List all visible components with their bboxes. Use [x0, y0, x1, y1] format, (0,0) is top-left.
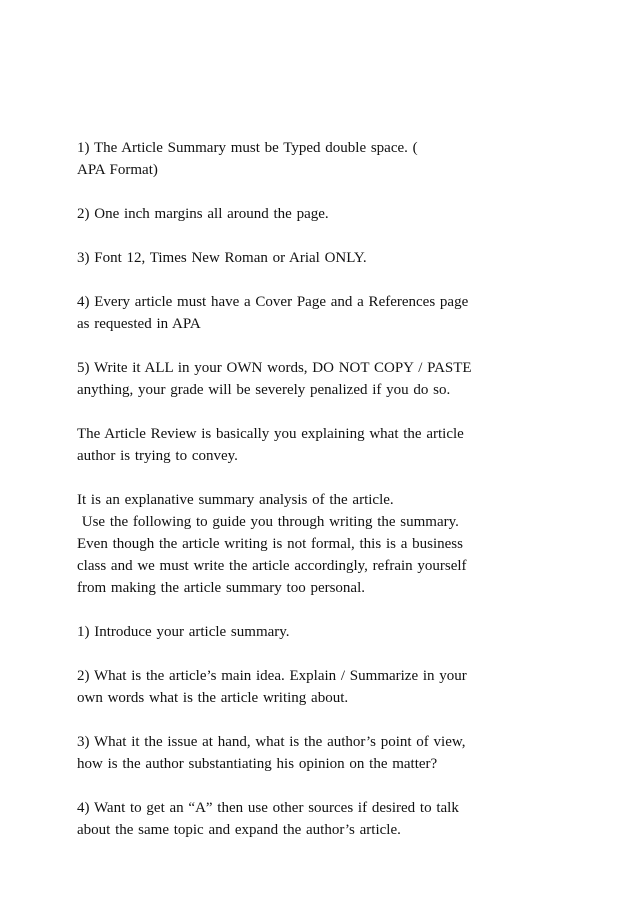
- paragraph-guide: [77, 489, 567, 599]
- text-line: The Article Review is basically you explaining what the article: [77, 426, 464, 442]
- paragraph-requirement-2: [77, 203, 567, 225]
- text-line: 2) One inch margins all around the page.: [77, 206, 329, 222]
- paragraph-step-3: [77, 731, 567, 775]
- text-line: 2) What is the article’s main idea. Explain / Summarize in your: [77, 668, 467, 684]
- paragraph-step-4: [77, 797, 567, 841]
- paragraph-requirement-1: [77, 137, 567, 181]
- text-line: 5) Write it ALL in your OWN words, DO NOT COPY / PASTE: [77, 360, 472, 376]
- paragraph-step-1: [77, 621, 567, 643]
- paragraph-requirement-3: [77, 247, 567, 269]
- text-line: It is an explanative summary analysis of the article.: [77, 492, 394, 508]
- text-line: about the same topic and expand the author’s article.: [77, 822, 401, 838]
- text-line: 3) What it the issue at hand, what is the author’s point of view,: [77, 734, 466, 750]
- document-body: [77, 137, 567, 863]
- paragraph-review-intro: [77, 423, 567, 467]
- text-line: APA Format): [77, 162, 158, 178]
- text-line: 1) Introduce your article summary.: [77, 624, 290, 640]
- text-line: Even though the article writing is not formal, this is a business: [77, 536, 463, 552]
- text-line: 3) Font 12, Times New Roman or Arial ONLY.: [77, 250, 367, 266]
- text-line: anything, your grade will be severely penalized if you do so.: [77, 382, 451, 398]
- paragraph-requirement-5: [77, 357, 567, 401]
- text-line: from making the article summary too personal.: [77, 580, 366, 596]
- text-line: as requested in APA: [77, 316, 201, 332]
- paragraph-requirement-4: [77, 291, 567, 335]
- text-line: how is the author substantiating his opinion on the matter?: [77, 756, 438, 772]
- text-line: 4) Every article must have a Cover Page and a References page: [77, 294, 469, 310]
- text-line: Use the following to guide you through writing the summary.: [77, 514, 459, 530]
- text-line: author is trying to convey.: [77, 448, 238, 464]
- text-line: 4) Want to get an “A” then use other sources if desired to talk: [77, 800, 459, 816]
- paragraph-step-2: [77, 665, 567, 709]
- text-line: class and we must write the article accordingly, refrain yourself: [77, 558, 467, 574]
- text-line: own words what is the article writing about.: [77, 690, 349, 706]
- text-line: 1) The Article Summary must be Typed double space. (: [77, 140, 418, 156]
